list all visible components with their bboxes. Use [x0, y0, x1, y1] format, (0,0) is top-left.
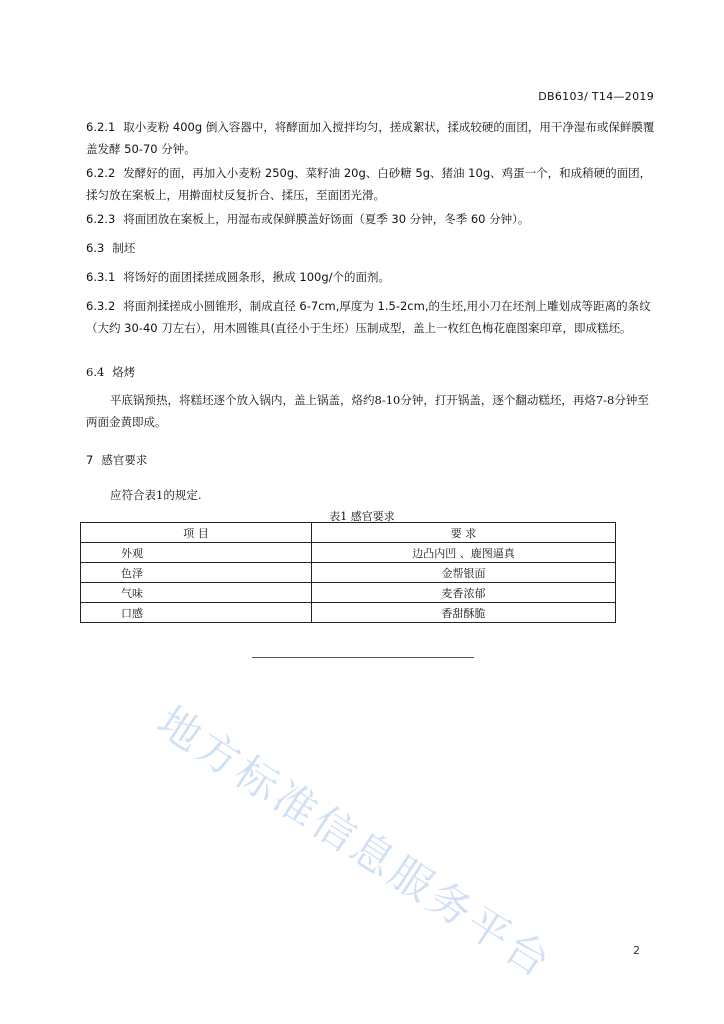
table-cell-requirement: 香甜酥脆 [312, 603, 616, 623]
table-cell-requirement: 金帮银面 [312, 563, 616, 583]
paragraph-baking [86, 389, 656, 433]
table-header-item: 项 目 [81, 523, 312, 543]
clause-6-2-3 [86, 208, 656, 230]
sensory-table [80, 522, 616, 623]
clause-text: 将饧好的面团揉搓成圆条形，揪成 100g/个的面剂。 [123, 270, 391, 284]
section-6-3-heading [86, 237, 656, 259]
clause-number: 6.2.3 [86, 212, 116, 226]
section-6-4-heading [86, 361, 656, 383]
section-number: 6.3 [86, 241, 105, 255]
clause-6-2-2 [86, 162, 656, 206]
end-divider [252, 657, 474, 658]
paragraph-table-ref [86, 484, 656, 506]
clause-6-3-1 [86, 266, 656, 288]
section-7-heading [86, 449, 656, 471]
clause-number: 6.3.2 [86, 299, 116, 313]
section-number: 6.4 [86, 365, 105, 379]
table-cell-requirement: 麦香浓郁 [312, 583, 616, 603]
clause-text: 发酵好的面，再加入小麦粉 250g、菜籽油 20g、白砂糖 5g、猪油 10g、鸡蛋一个，和成稍硬的面团，揉匀放在案板上，用擀面杖反复折合、揉压，至面团光滑。 [86, 166, 652, 202]
section-number: 7 [86, 453, 94, 467]
table-header-requirement: 要 求 [312, 523, 616, 543]
clause-number: 6.2.2 [86, 166, 116, 180]
paragraph-text: 平底锅预热，将糕坯逐个放入锅内，盖上锅盖，烙约8-10分钟，打开锅盖，逐个翻动糕坯，再烙7-8分钟至两面金黄即成。 [86, 393, 649, 429]
clause-text: 取小麦粉 400g 倒入容器中，将酵面加入搅拌均匀，搓成絮状，揉成较硬的面团，用干净湿布或保鲜膜覆盖发酵 50-70 分钟。 [86, 120, 655, 156]
table-cell-item: 气味 [81, 583, 312, 603]
table-cell-item: 色泽 [81, 563, 312, 583]
table-row [81, 543, 616, 563]
table-cell-item: 口感 [81, 603, 312, 623]
clause-text: 将面团放在案板上，用湿布或保鲜膜盖好饧面（夏季 30 分钟，冬季 60 分钟）。 [123, 212, 530, 226]
clause-number: 6.2.1 [86, 120, 116, 134]
section-title: 烙烤 [112, 365, 136, 379]
table-caption: 表1 感官要求 [329, 510, 395, 523]
paragraph-text: 应符合表1的规定. [110, 488, 202, 502]
watermark: 地方标准信息服务平台 [148, 696, 562, 989]
table-header-row [81, 523, 616, 543]
clause-number: 6.3.1 [86, 270, 116, 284]
table-cell-requirement: 边凸内凹 、鹿图逼真 [312, 543, 616, 563]
table-row [81, 583, 616, 603]
standard-code: DB6103/ T14—2019 [538, 90, 654, 103]
section-title: 制坯 [112, 241, 136, 255]
table-row [81, 563, 616, 583]
table-cell-item: 外观 [81, 543, 312, 563]
table-row [81, 603, 616, 623]
clause-6-2-1 [86, 116, 656, 160]
clause-text: 将面剂揉搓成小圆锥形，制成直径 6-7cm,厚度为 1.5-2cm,的生坯,用小刀在坯剂上雕划成等距离的条纹（大约 30-40 刀左右），用木圆锥具(直径小于生坯）压制成型，盖上一枚红色梅花鹿图案印章，即成糕坯。 [86, 299, 651, 335]
clause-6-3-2 [86, 295, 656, 339]
page-number: 2 [633, 944, 640, 957]
section-title: 感官要求 [101, 453, 148, 467]
